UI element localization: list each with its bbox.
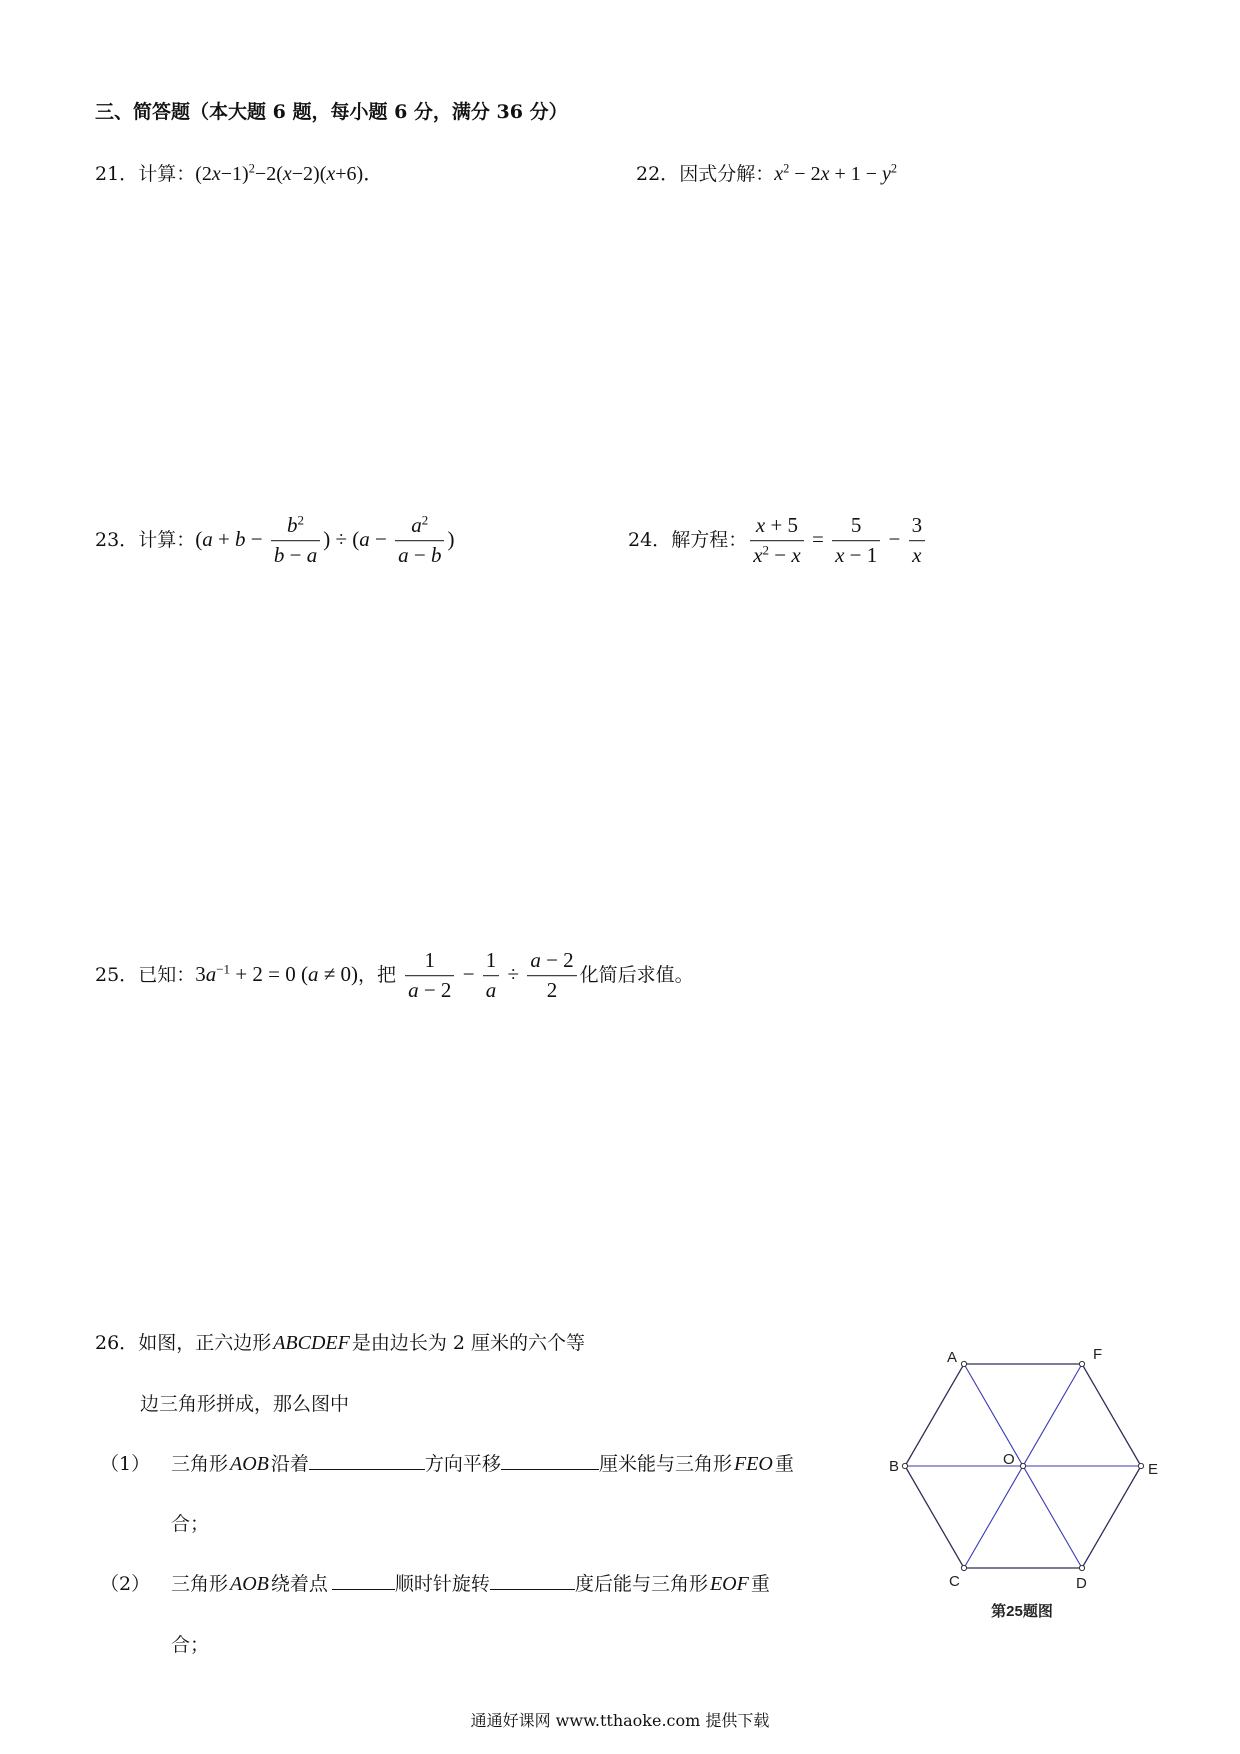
math-variable: b [430,543,442,568]
vertex-point-a [961,1361,966,1366]
math-variable: a [308,961,319,986]
triangle-name: AOB [230,1453,269,1475]
triangle-name: AOB [230,1573,269,1595]
math-text: −2( [254,163,283,185]
math-fraction [395,512,444,570]
q26-text: 是由边长为 2 厘米的六个等 [351,1332,586,1354]
math-variable: a [530,948,541,973]
part-text: 重 [750,1573,770,1595]
q26-part-2-continuation: 合； [171,1634,210,1656]
part-number: （2） [100,1573,151,1595]
math-superscript: 2 [762,542,770,558]
part-text: 绕着点 [270,1573,328,1595]
question-label: 计算： [138,163,196,185]
math-variable: x [835,543,845,568]
math-variable: a [202,526,213,551]
fraction-denominator [271,542,320,570]
math-superscript: 2 [421,512,429,528]
fraction-denominator [909,542,926,570]
part-text: 厘米能与三角形 [598,1453,732,1475]
math-text: 3 [911,513,923,538]
section-heading: 三、简答题（本大题 6 题，每小题 6 分，满分 36 分） [95,101,568,123]
math-variable: x [912,543,922,568]
fraction-numerator [405,947,454,976]
q26-part-2 [100,1570,770,1598]
math-fraction [832,512,880,570]
question-number: 24． [628,528,672,551]
q24-equation [747,513,928,568]
question-26-line-1 [95,1329,585,1357]
math-variable: x [326,163,336,185]
math-text: + 1 − [829,163,883,185]
math-text: 5 [850,513,862,538]
q21-period: ． [363,163,384,185]
math-text: − 2 [418,978,452,1003]
vertex-point-b [902,1463,907,1468]
math-superscript: 2 [297,512,305,528]
math-text: ≠ 0) [318,961,359,986]
question-22 [636,160,897,188]
answer-blank [490,1588,575,1590]
math-variable: x [820,163,830,185]
math-superscript: −1 [216,961,231,977]
math-text: − [769,543,792,568]
math-variable: a [485,978,497,1003]
math-fraction [909,512,926,570]
vertex-point-f [1079,1361,1084,1366]
question-23 [95,512,454,570]
math-text: − [457,961,480,986]
math-variable: a [306,543,318,568]
q21-expression [195,163,363,185]
q26-text: 如图，正六边形 [138,1332,272,1354]
part-text: 三角形 [171,1453,229,1475]
fraction-numerator [483,947,500,976]
part-text: 沿着 [270,1453,309,1475]
math-text: − [245,526,268,551]
question-25 [95,947,694,1005]
math-text: +6) [335,163,364,185]
math-variable: y [882,163,891,185]
math-variable: a [398,543,409,568]
answer-blank [332,1588,395,1590]
math-text: (2 [195,163,212,185]
question-label: 计算： [138,528,196,551]
question-label: 因式分解： [679,163,775,185]
math-variable: x [755,513,766,538]
question-number: 25． [95,963,139,986]
question-number: 21． [95,163,139,185]
answer-blank [501,1468,599,1470]
vertex-point-c [961,1565,966,1570]
math-fraction [527,947,576,1005]
math-variable: x [774,163,784,185]
question-number: 22． [636,163,680,185]
fraction-numerator [909,512,926,541]
question-label: 已知： [138,963,196,986]
q25-tail: 化简后求值。 [579,963,694,986]
part-text: 顺时针旋转 [394,1573,490,1595]
math-text: ( [195,526,203,551]
math-text: + [212,526,236,551]
math-variable: a [205,961,217,986]
fraction-denominator [750,542,804,570]
q26-part-1 [100,1450,794,1478]
question-number: 23． [95,528,139,551]
hexagon-figure [880,1340,1180,1630]
fraction-numerator [395,512,444,541]
part-text: 方向平移 [424,1453,501,1475]
fraction-denominator [483,977,500,1005]
math-fraction [483,947,500,1005]
math-text: ) [447,526,455,551]
part-text: 三角形 [171,1573,229,1595]
math-variable: a [359,526,370,551]
math-variable: b [273,543,285,568]
page-footer: 通通好课网 www.tthaoke.com 提供下载 [470,1711,770,1730]
question-number: 26． [95,1332,139,1354]
math-text: −1) [220,163,249,185]
math-superscript: 2 [248,161,255,176]
answer-blank [309,1468,425,1470]
q22-expression [774,163,897,185]
vertex-label-d: D [1076,1575,1087,1592]
triangle-name: EOF [709,1573,749,1595]
math-variable: x [211,163,221,185]
math-text: + 2 = 0 ( [230,961,308,986]
math-text: −2)( [291,163,327,185]
math-superscript: 2 [890,161,898,176]
part-text: 度后能与三角形 [574,1573,708,1595]
q23-expression [195,512,455,568]
math-variable: a [411,513,422,538]
figure-caption: 第25题图 [991,1603,1053,1620]
fraction-numerator [527,947,576,976]
math-variable: b [235,526,246,551]
math-text: 2 [546,978,558,1003]
question-21 [95,160,383,188]
question-26-line-2: 边三角形拼成，那么图中 [140,1393,350,1415]
q26-part-1-continuation: 合； [171,1513,210,1535]
math-variable: x [791,543,801,568]
vertex-label-a: A [947,1349,958,1366]
math-text: − [883,526,906,551]
math-text: ÷ [502,961,525,986]
math-text: − 2 [540,948,574,973]
math-text: 1 [424,948,436,973]
math-text: = [806,526,830,551]
center-label-o: O [1003,1451,1015,1468]
fraction-numerator [750,512,804,541]
math-text: − [369,526,393,551]
math-fraction [405,947,454,1005]
math-text: ) ÷ ( [323,526,360,551]
question-label: 解方程： [671,528,748,551]
math-variable: x [282,163,292,185]
vertex-point-d [1079,1565,1084,1570]
hexagon-name: ABCDEF [273,1332,350,1354]
question-24 [628,512,928,570]
q25-expression [402,948,580,1003]
vertex-point-e [1138,1463,1143,1468]
vertex-label-b: B [889,1458,900,1475]
math-text: − [408,543,431,568]
math-text: − [284,543,307,568]
q25-connector: ，把 [358,963,397,986]
fraction-denominator [395,542,444,570]
fraction-denominator [527,977,576,1005]
math-text: − 2 [789,163,821,185]
q25-condition [195,962,358,986]
math-variable: x [753,543,763,568]
part-number: （1） [100,1453,151,1475]
math-superscript: 2 [783,161,790,176]
math-text: 1 [485,948,497,973]
math-variable: b [287,513,298,538]
vertex-label-c: C [949,1573,960,1590]
fraction-numerator [271,512,320,541]
math-fraction [750,512,804,570]
math-text: 3 [195,961,206,986]
center-point-o [1020,1463,1025,1468]
math-variable: a [408,978,419,1003]
vertex-label-f: F [1093,1346,1103,1363]
math-text: − 1 [844,543,878,568]
triangle-name: FEO [733,1453,773,1475]
part-text: 重 [774,1453,794,1475]
math-fraction [271,512,320,570]
vertex-label-e: E [1148,1461,1159,1478]
fraction-denominator [832,542,880,570]
fraction-denominator [405,977,454,1005]
fraction-numerator [832,512,880,541]
math-text: + 5 [765,513,799,538]
